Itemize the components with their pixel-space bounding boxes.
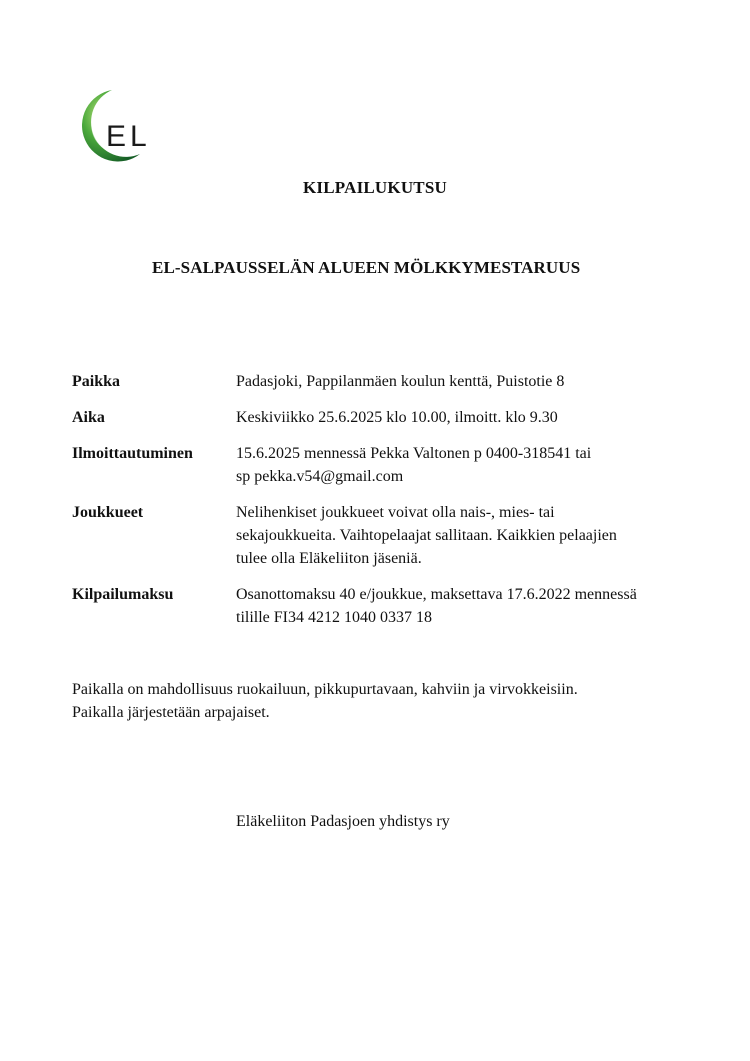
detail-value — [236, 501, 712, 570]
detail-row-paikka — [72, 370, 712, 393]
detail-line: sekajoukkueita. Vaihtopelaajat sallitaan. Kaikkien pelaajien — [236, 527, 617, 544]
eläkeliitto-logo — [70, 88, 166, 164]
detail-line: Osanottomaksu 40 e/joukkue, maksettava 17.6.2022 mennessä — [236, 586, 637, 603]
detail-label: Aika — [72, 409, 105, 426]
note-line: Paikalla järjestetään arpajaiset. — [72, 704, 270, 721]
detail-line: tilille FI34 4212 1040 0337 18 — [236, 609, 432, 626]
note-line: Paikalla on mahdollisuus ruokailuun, pikkupurtavaan, kahviin ja virvokkeisiin. — [72, 681, 578, 698]
additional-info — [72, 678, 578, 724]
detail-value — [236, 406, 712, 429]
detail-label: Ilmoittautuminen — [72, 445, 193, 462]
detail-value — [236, 583, 712, 629]
detail-row-aika — [72, 406, 712, 429]
detail-label: Paikka — [72, 373, 121, 390]
detail-line: tulee olla Eläkeliiton jäseniä. — [236, 550, 422, 567]
detail-row-ilmoittautuminen — [72, 442, 712, 488]
detail-line: Nelihenkiset joukkueet voivat olla nais-, mies- tai — [236, 504, 555, 521]
detail-value — [236, 370, 712, 393]
detail-line-email: sp pekka.v54@gmail.com — [236, 468, 404, 485]
detail-line: Padasjoki, Pappilanmäen koulun kenttä, Puistotie 8 — [236, 373, 565, 390]
detail-label: Joukkueet — [72, 504, 144, 521]
document-subtitle: EL-SALPAUSSELÄN ALUEEN MÖLKKYMESTARUUS — [152, 258, 581, 277]
detail-row-joukkueet — [72, 501, 712, 570]
document-title: KILPAILUKUTSU — [303, 178, 447, 197]
logo-text: EL — [106, 120, 151, 153]
logo-graphic — [70, 88, 166, 164]
detail-row-kilpailumaksu — [72, 583, 712, 629]
detail-line: 15.6.2025 mennessä Pekka Valtonen p 0400-318541 tai — [236, 445, 592, 462]
detail-value — [236, 442, 712, 488]
signature: Eläkeliiton Padasjoen yhdistys ry — [236, 813, 450, 830]
competition-details — [72, 370, 712, 629]
detail-label: Kilpailumaksu — [72, 586, 174, 603]
detail-line: Keskiviikko 25.6.2025 klo 10.00, ilmoitt. klo 9.30 — [236, 409, 558, 426]
